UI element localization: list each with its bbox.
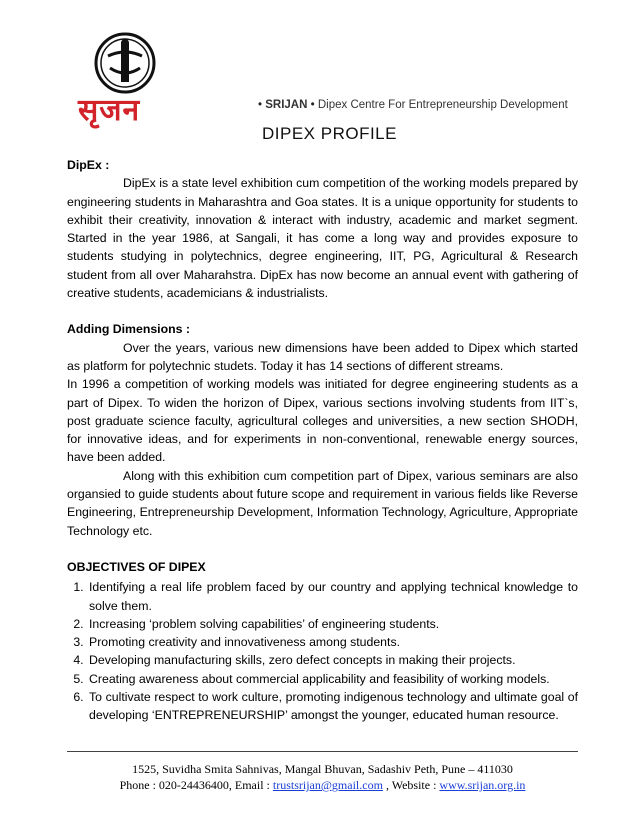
spacer xyxy=(67,302,578,320)
paragraph-adding-3: Along with this exhibition cum competition part of Dipex, various seminars are also organsied to guide students about future scope and requirement in various fields like Reverse Engineering, Entrepreneurship Development, Information Technology, Agriculture, Appropriate Technology etc. xyxy=(67,468,578,538)
list-item: 6. To cultivate respect to work culture, promoting indigenous technology and ultimate goal of developing ‘ENTREPRENEURSHIP’ amongst the younger, educated human resource. xyxy=(87,688,578,725)
objectives-list xyxy=(67,578,578,724)
page-title: DIPEX PROFILE xyxy=(262,124,397,143)
logo-wordmark: सृजन xyxy=(78,93,141,128)
paragraph-adding-1: Over the years, various new dimensions have been added to Dipex which started as platform for polytechnic studets. Today it has 14 sections of different streams. xyxy=(67,340,578,373)
footer-divider xyxy=(67,751,578,752)
tagline-text: Dipex Centre For Entrepreneurship Development xyxy=(317,99,568,111)
paragraph-dipex: DipEx is a state level exhibition cum competition of the working models prepared by engineering students in Maharashtra and Goa states. It is a unique opportunity for students to exhibit their creativity, innovation & interact with industry, academic and market segment. Started in the year 1986, at Sangali, it has come a long way and provides exposure to students studying in polytechnics, degree engineering, IIT, PG, Agricultural & Research student from all over Maharahstra. DipEx has now become an annual event with gathering of creative students, academicians & industrialists. xyxy=(67,176,578,301)
paragraph-adding-2: In 1996 a competition of working models was initiated for degree engineering students as a part of Dipex. To widen the horizon of Dipex, various sections involving students from IIT`s, post graduate science faculty, agricultural colleges and universities, a new section SHODH, for innovative ideas, and for experiments in non-conventional, renewable energy sources, have been added. xyxy=(67,377,578,465)
srijan-seal-icon xyxy=(94,32,156,94)
list-item: 1. Identifying a real life problem faced by our country and applying technical knowledge to solve them. xyxy=(87,578,578,615)
document-body xyxy=(67,156,578,725)
footer-contact xyxy=(67,778,578,793)
footer-phone: Phone : 020-24436400, Email : xyxy=(119,778,273,792)
section-heading-dipex: DipEx : xyxy=(67,158,110,172)
list-item: 3. Promoting creativity and innovativeness among students. xyxy=(87,633,578,651)
bullet-icon: • xyxy=(258,99,263,111)
section-heading-adding-dimensions: Adding Dimensions : xyxy=(67,322,190,337)
spacer xyxy=(67,540,578,558)
website-link[interactable]: www.srijan.org.in xyxy=(439,778,526,792)
srijan-logo xyxy=(70,30,180,128)
tagline xyxy=(258,99,568,111)
footer-website-label: , Website : xyxy=(382,778,440,792)
list-item: 4. Developing manufacturing skills, zero defect concepts in making their projects. xyxy=(87,651,578,669)
section-heading-objectives: OBJECTIVES OF DIPEX xyxy=(67,559,206,574)
list-item: 5. Creating awareness about commercial applicability and feasibility of working models. xyxy=(87,670,578,688)
list-item: 2. Increasing ‘problem solving capabilities’ of engineering students. xyxy=(87,615,578,633)
email-link[interactable]: trustsrijan@gmail.com xyxy=(272,778,383,792)
tagline-brand: SRIJAN xyxy=(265,99,308,111)
bullet-icon: • xyxy=(310,99,315,111)
footer-address: 1525, Suvidha Smita Sahnivas, Mangal Bhuvan, Sadashiv Peth, Pune – 411030 xyxy=(132,762,513,776)
